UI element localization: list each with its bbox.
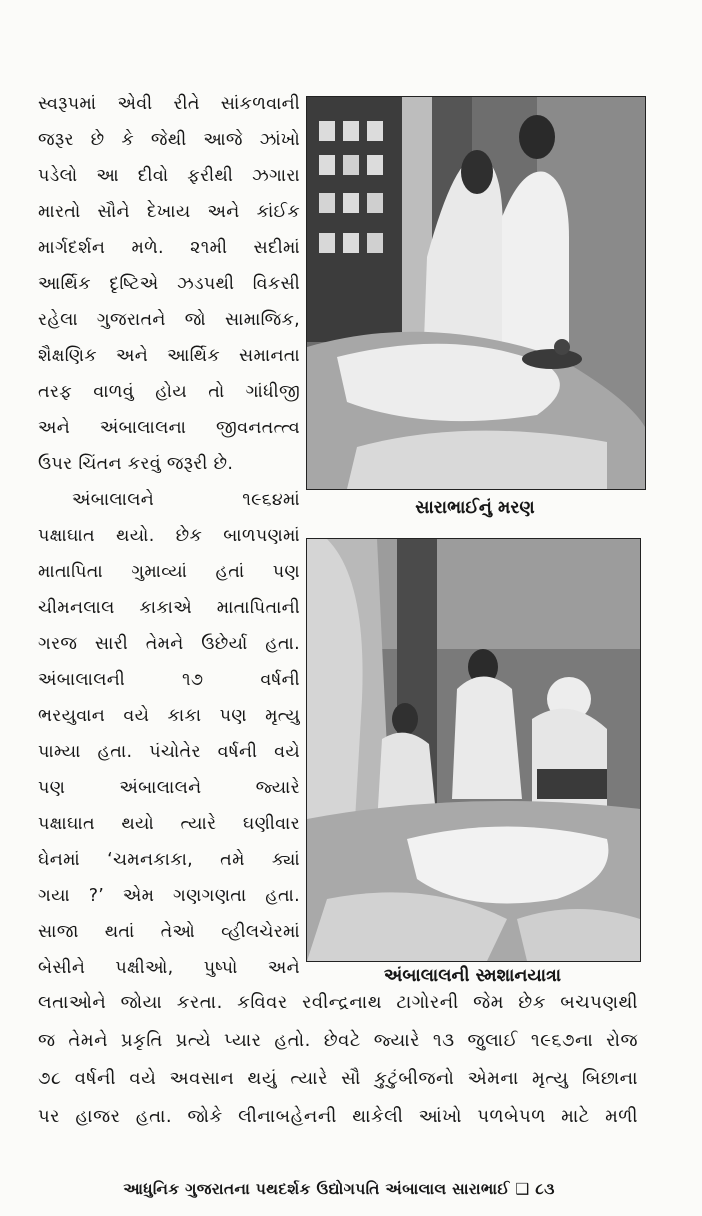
text-line: ઉપર ચિંતન કરવું જરૂરી છે.: [38, 454, 234, 474]
text-line: બેસીને પક્ષીઓ, પુષ્પો અને: [38, 958, 300, 978]
photo-sarabhai-death: [306, 96, 646, 490]
page-footer: આધુનિક ગુજરાતના પથદર્શક ઉદ્યોગપતિ અંબાલાલ સારાભાઈ ❑ ૮૩: [123, 1180, 555, 1198]
text-line: ગયા ?’ એમ ગણગણતા હતા.: [38, 886, 300, 906]
text-line: ચીમનલાલ કાકાએ માતાપિતાની: [38, 598, 300, 618]
text-line: શૈક્ષણિક અને આર્થિક સમાનતા: [38, 346, 300, 366]
text-line: ગરજ સારી તેમને ઉછેર્યા હતા.: [38, 634, 300, 654]
text-line: આર્થિક દૃષ્ટિએ ઝડપથી વિકસી: [38, 274, 300, 294]
left-text-column: [38, 86, 300, 986]
text-line: માર્ગદર્શન મળે. ૨૧મી સદીમાં: [38, 238, 300, 258]
text-line: પક્ષાઘાત થયો. છેક બાળપણમાં: [38, 526, 300, 546]
text-line: માતાપિતા ગુમાવ્યાં હતાં પણ: [38, 562, 300, 582]
text-line: તરફ વાળવું હોય તો ગાંધીજી: [38, 382, 300, 402]
text-line: ઘેનમાં ‘ચમનકાકા, તમે ક્યાં: [38, 850, 300, 870]
text-line: અને અંબાલાલના જીવનતત્ત્વ: [38, 418, 300, 438]
text-line: પડેલો આ દીવો ફરીથી ઝગારા: [38, 166, 300, 186]
photo-caption-funeral-procession: અંબાલાલની સ્મશાનયાત્રા: [383, 966, 562, 986]
photo-caption-sarabhai-death: સારાભાઈનું મરણ: [415, 498, 535, 518]
text-line: લતાઓને જોયા કરતા. કવિવર રવીન્દ્રનાથ ટાગોરની જેમ છેક બચપણથી: [38, 992, 638, 1013]
photo-sarabhai-death-image: [307, 97, 645, 489]
text-line: જ તેમને પ્રકૃતિ પ્રત્યે પ્યાર હતો. છેવટે જ્યારે ૧૩ જુલાઈ ૧૯૬૭ના રોજ: [38, 1030, 638, 1051]
text-line: ૭૮ વર્ષની વયે અવસાન થયું ત્યારે સૌ કુટુંબીજનો એમના મૃત્યુ બિછાના: [38, 1068, 638, 1089]
text-line: મારતો સૌને દેખાય અને કાંઈક: [38, 202, 300, 222]
photo-funeral-procession-image: [307, 539, 640, 961]
text-line: પણ અંબાલાલને જ્યારે: [38, 778, 300, 798]
text-line: પર હાજર હતા. જોકે લીનાબહેનની થાકેલી આંખો પળબેપળ માટે મળી: [38, 1106, 638, 1127]
photo-funeral-procession: [306, 538, 641, 962]
text-line: અંબાલાલની ૧૭ વર્ષની: [38, 670, 300, 690]
text-line: પક્ષાઘાત થયો ત્યારે ઘણીવાર: [38, 814, 300, 834]
text-line: ભરયુવાન વયે કાકા પણ મૃત્યુ: [38, 706, 300, 726]
bottom-text-block: [38, 984, 638, 1136]
text-line: સાજા થતાં તેઓ વ્હીલચેરમાં: [38, 922, 300, 942]
text-line: અંબાલાલને ૧૯૬૪માં: [72, 490, 300, 510]
text-line: પામ્યા હતા. પંચોતેર વર્ષની વયે: [38, 742, 300, 762]
text-line: સ્વરૂપમાં એવી રીતે સાંકળવાની: [38, 94, 300, 114]
text-line: રહેલા ગુજરાતને જો સામાજિક,: [38, 310, 300, 330]
text-line: જરૂર છે કે જેથી આજે ઝાંખો: [38, 130, 300, 150]
